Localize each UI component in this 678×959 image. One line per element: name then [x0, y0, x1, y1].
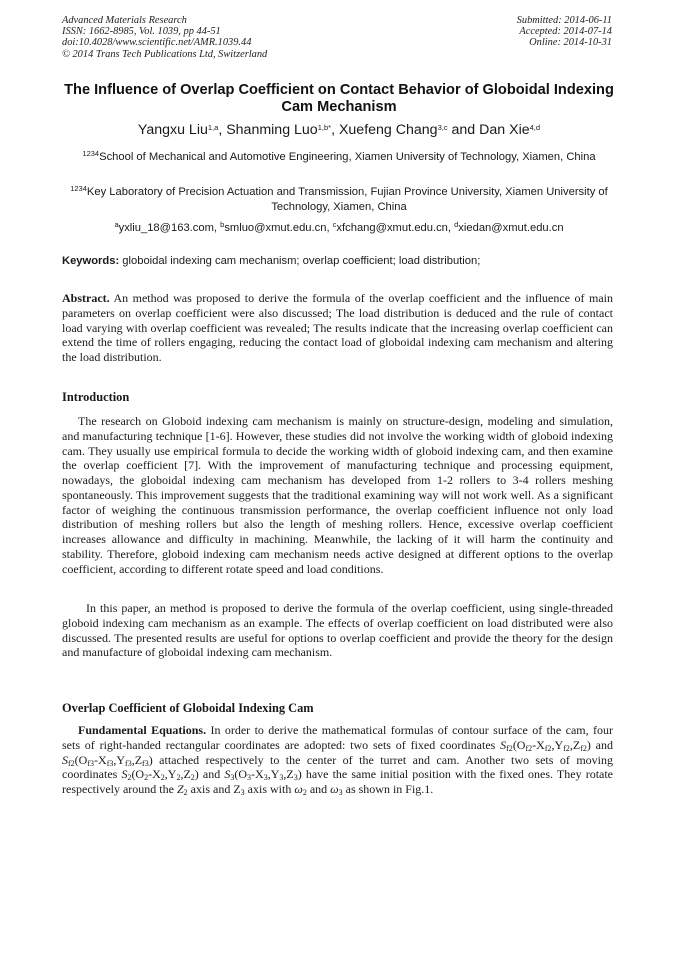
author-emails [40, 221, 638, 235]
body-text: and [590, 737, 613, 752]
author-name: Shanming Luo [226, 122, 318, 138]
submission-dates [517, 15, 612, 49]
email-address: smluo@xmut.edu.cn, [224, 222, 333, 234]
email-mark: a [114, 219, 119, 229]
author-separator: and [447, 122, 480, 138]
email-mark: b [220, 219, 225, 229]
affiliation-text: Key Laboratory of Precision Actuation and Transmission, Fujian Province University, Xiamen University of Technology, Xiamen, China [86, 186, 608, 213]
abstract [62, 291, 613, 365]
affiliation-text: School of Mechanical and Automotive Engineering, Xiamen University of Technology, Xiamen, China [99, 151, 596, 163]
submitted-date: Submitted: 2014-06-11 [516, 15, 612, 26]
author-separator: , [331, 122, 339, 138]
keywords-label: Keywords: [62, 255, 120, 267]
author-separator: , [218, 122, 227, 138]
fundamental-equations-paragraph [62, 723, 613, 797]
journal-doi: doi:10.4028/www.scientific.net/AMR.1039.44 [62, 37, 252, 49]
online-date: Online: 2014-10-31 [529, 37, 612, 49]
body-text: and [306, 782, 331, 796]
email-address: xiedan@xmut.edu.cn [458, 222, 564, 234]
body-text: have the same initial position with the fixed ones. They rotate respectively around the [62, 767, 614, 796]
author-affiliation-mark: 3,c [437, 122, 448, 132]
coordinate-sf2: $S_{f2}(O_{f2}-X_{f2},Y_{f2},Z_{f2})$ [500, 737, 591, 753]
author-affiliation-mark: 4,d [529, 122, 541, 132]
author-list [40, 121, 638, 139]
body-text: axis with [244, 782, 295, 796]
keywords [62, 254, 618, 268]
omega-2: $\omega_2$ [294, 782, 307, 797]
email-address: yxliu_18@163.com, [118, 222, 221, 234]
omega-3: $\omega_3$ [330, 782, 343, 797]
axis-z3-subscript: 3 [240, 788, 245, 797]
author-affiliation-mark: 1,b* [317, 122, 332, 132]
intro-paragraph-1: The research on Globoid indexing cam mechanism is mainly on structure-design, modeling and simulation, and manufacturing technique [1-6]. However, these studies did not involve the working width of globoid indexing cam. They usually use empirical formula to decide the working width of globoid indexing cam, and then examine the overlap coefficient [7]. With the improvement of manufacturing technique and processing equipment, nowadays, the globoidal indexing cam mechanism has developed from 1-2 rollers to 3-4 rollers meshing spontaneously. This improvement suggests that the traditional examining way will not work well. As a significant factor of weighing the continuous transmission performance, the overlap coefficient influence not only load distribution of meshing rollers but also the length of meshing rollers. Hence, excessive overlap coefficient increases allowance and difficulty in machining. Meanwhile, the lacking of it will harm the continuity and stability. Therefore, globoid indexing cam mechanism needs active designed at different options to the overlap coefficient, according to different rotate speed and load conditions. [62, 414, 613, 576]
paper-title: The Influence of Overlap Coefficient on Contact Behavior of Globoidal Indexing Cam Mechanism [64, 82, 614, 116]
email-mark: c [332, 219, 337, 229]
abstract-label: Abstract. [62, 291, 110, 305]
email-address: xfchang@xmut.edu.cn, [336, 222, 455, 234]
body-text: and [198, 767, 225, 782]
accepted-date: Accepted: 2014-07-14 [519, 26, 612, 38]
coordinate-s3: $S_3(O_3-X_3,Y_3,Z_3)$ [224, 767, 302, 783]
author-affiliation-mark: 1,a [207, 122, 219, 132]
journal-name: Advanced Materials Research [62, 15, 187, 26]
journal-info [62, 15, 267, 60]
section-heading-introduction: Introduction [62, 390, 130, 404]
affiliation-mark: 1234 [70, 183, 87, 193]
section-heading-overlap-coefficient: Overlap Coefficient of Globoidal Indexing Cam [62, 701, 314, 715]
coordinate-s2: $S_2(O_2-X_2,Y_2,Z_2)$ [121, 767, 199, 783]
body-text: In order to derive the mathematical formulas of contour surface of the cam, four sets of right-handed rectangular coordinates are adopted: two sets of fixed coordinates [62, 723, 613, 752]
coordinate-sf3: $S_{f2}(O_{f3}-X_{f3},Y_{f3},Z_{f3})$ [62, 752, 153, 768]
author-name: Dan Xie [479, 122, 530, 138]
journal-copyright: © 2014 Trans Tech Publications Ltd, Switzerland [62, 48, 268, 60]
axis-z2: $Z_2$ [176, 782, 188, 797]
subsection-label: Fundamental Equations. [78, 723, 207, 737]
affiliation-2 [60, 185, 618, 215]
body-text: axis and Z [187, 782, 241, 796]
intro-paragraph-2: In this paper, an method is proposed to derive the formula of the overlap coefficient, using single-threaded globoid indexing cam mechanism as an example. The effects of overlap coefficient on load distributed were also discussed. The presented results are useful for options to overlap coefficient and provide the theory for the design and manufacture of globoidal indexing cam mechanism. [62, 601, 613, 660]
keywords-text: globoidal indexing cam mechanism; overlap coefficient; load distribution; [119, 255, 481, 267]
abstract-text: An method was proposed to derive the formula of the overlap coefficient and the influence of main parameters on overlap coefficient were also discussed; The load distribution is deduced and the rule of contact load varying with overlap coefficient was revealed; The results indicate that the increasing overlap coefficient can extend the time of rollers engaging, reducing the contact load of globoidal indexing cam mechanism and altering the load distribution. [62, 291, 613, 364]
affiliation-mark: 1234 [82, 148, 100, 158]
affiliation-1 [60, 150, 618, 165]
author-name: Xuefeng Chang [338, 122, 438, 138]
journal-issn: ISSN: 1662-8985, Vol. 1039, pp 44-51 [62, 26, 221, 38]
email-mark: d [454, 219, 459, 229]
body-text: attached respectively to the center of the turret and cam. Another two sets of moving coordinates [62, 752, 613, 782]
body-text: as shown in Fig.1. [342, 782, 434, 796]
author-name: Yangxu Liu [137, 122, 208, 138]
